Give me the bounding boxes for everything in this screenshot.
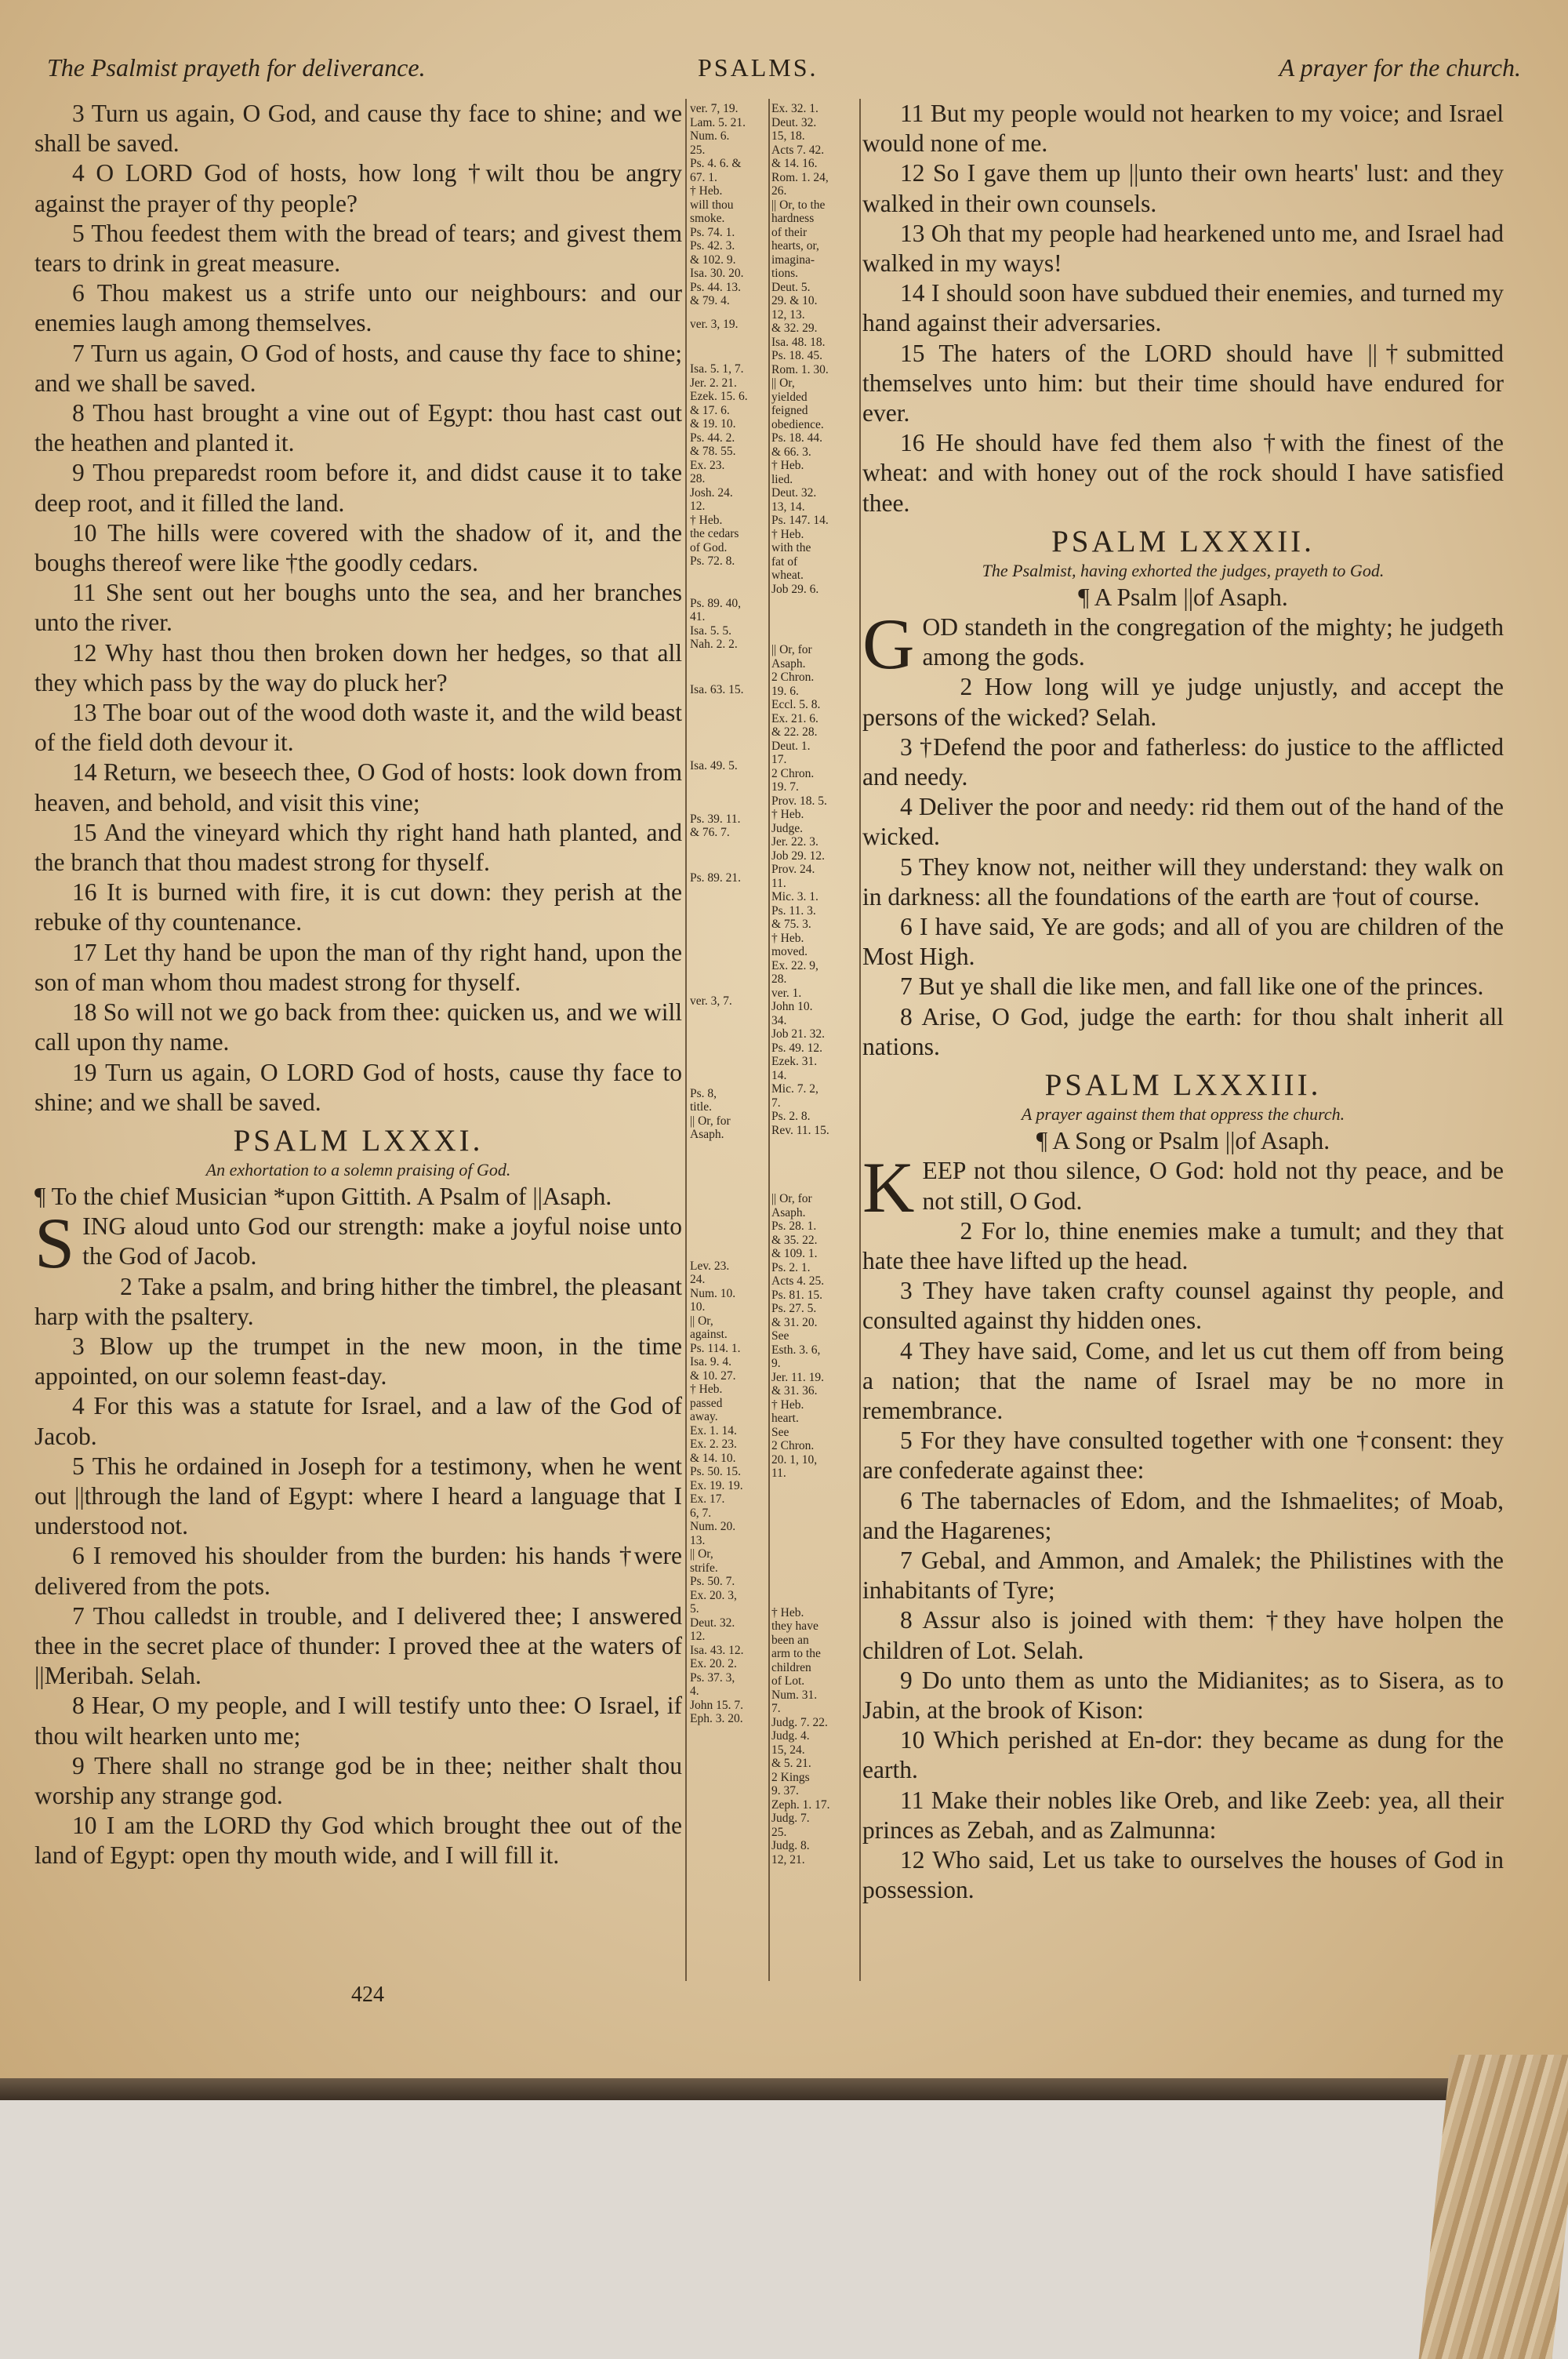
marginal-note: Ex. 23. 28. Josh. 24. 12. bbox=[690, 458, 733, 513]
psalm-82-superscription: ¶ A Psalm ||of Asaph. bbox=[1078, 583, 1288, 611]
marginal-note: Ps. 8, title. || Or, for Asaph. bbox=[690, 1086, 731, 1141]
verse: 3 Blow up the trumpet in the new moon, in the time appointed, on our solemn feast-day. bbox=[34, 1332, 682, 1390]
verse: 2 How long will ye judge unjustly, and accept the persons of the wicked? Selah. bbox=[862, 673, 1504, 731]
verse: 4 Deliver the poor and needy: rid them out of the hand of the wicked. bbox=[862, 793, 1504, 851]
verse: 17 Let thy hand be upon the man of thy right hand, upon the son of man whom thou madest strong for thyself. bbox=[34, 938, 682, 996]
verse: 2 For lo, thine enemies make a tumult; and they that hate thee have lifted up the head. bbox=[862, 1216, 1504, 1274]
marginal-note: Ps. 39. 11. & 76. 7. bbox=[690, 812, 741, 839]
marginal-note: || Or, for Asaph. Ps. 28. 1. & 35. 22. & 109. 1. Ps. 2. 1. Acts 4. 25. Ps. 81. 15. Ps. 27. 5. & 31. 20. See Esth. 3. 6, 9. Jer. 11. 19. & 31. 36. † Heb. heart. See 2 Chron. 20. 1, 10, 11. bbox=[771, 1192, 825, 1480]
marginal-note: Ps. 18. 45. Rom. 1. 30. bbox=[771, 349, 829, 376]
psalm-83-title: PSALM LXXXIII. bbox=[1044, 1068, 1322, 1103]
psalm-81-superscription: ¶ To the chief Musician *upon Gittith. A Psalm of ||Asaph. bbox=[34, 1182, 612, 1210]
marginal-note: || Or, against. bbox=[690, 1314, 728, 1341]
marginal-note: † Heb. they have been an arm to the children of Lot. Num. 31. 7. Judg. 7. 22. Judg. 4. 15, 24. & 5. 21. 2 Kings 9. 37. Zeph. 1. 17. Judg. 7. 25. Judg. 8. 12, 21. bbox=[771, 1605, 830, 1866]
verse: 4 They have said, Come, and let us cut them off from being a nation; that the name of Israel may be no more in remembrance. bbox=[862, 1336, 1504, 1424]
marginal-note: ver. 3, 19. bbox=[690, 317, 739, 331]
verse: 5 Thou feedest them with the bread of tears; and givest them tears to drink in great measure. bbox=[34, 219, 682, 278]
psalm-81-verse-1 bbox=[34, 1203, 682, 1284]
marginal-note: † Heb. will thou smoke. bbox=[690, 184, 734, 225]
verse-text: ING aloud unto God our strength: make a joyful noise unto the God of Jacob. bbox=[82, 1212, 682, 1270]
marginal-note: Ps. 74. 1. bbox=[690, 225, 735, 239]
marginal-note: † Heb. with the fat of wheat. bbox=[771, 527, 811, 582]
verse: 15 The haters of the LORD should have ||†submitted themselves unto him: but their time should have endured for ever. bbox=[862, 339, 1504, 427]
header-left-title: The Psalmist prayeth for deliverance. bbox=[47, 53, 426, 82]
drop-cap: K bbox=[862, 1147, 915, 1228]
verse: 7 Gebal, and Ammon, and Amalek; the Philistines with the inhabitants of Tyre; bbox=[862, 1546, 1504, 1605]
marginal-note: ver. 3, 7. bbox=[690, 994, 732, 1008]
verse: 13 Oh that my people had hearkened unto me, and Israel had walked in my ways! bbox=[862, 219, 1504, 278]
verse: 6 I removed his shoulder from the burden: his hands †were delivered from the pots. bbox=[34, 1542, 682, 1600]
verse: 8 Thou hast brought a vine out of Egypt: thou hast cast out the heathen and planted it. bbox=[34, 399, 682, 457]
column-rule-left bbox=[685, 99, 687, 1981]
left-text-column bbox=[34, 99, 682, 1871]
verse: 11 But my people would not hearken to my voice; and Israel would none of me. bbox=[862, 100, 1504, 158]
page-number: 424 bbox=[351, 1983, 384, 2007]
verse: 16 He should have fed them also †with the finest of the wheat: and with honey out of the rock should I have satisfied thee. bbox=[862, 429, 1504, 517]
marginal-note: † Heb. passed away. Ex. 1. 14. Ex. 2. 23. & 14. 10. Ps. 50. 15. Ex. 19. 19. Ex. 17. 6, 7. Num. 20. 13. || Or, strife. Ps. 50. 7. Ex. 20. 3, 5. Deut. 32. 12. Isa. 43. 12. Ex. 20. 2. Ps. 37. 3, 4. John 15. 7. Eph. 3. 20. bbox=[690, 1383, 744, 1725]
marginal-note: † Heb. the cedars of God. bbox=[690, 513, 739, 554]
verse: 8 Arise, O God, judge the earth: for thou shalt inherit all nations. bbox=[862, 1002, 1504, 1060]
verse: 18 So will not we go back from thee: quicken us, and we will call upon thy name. bbox=[34, 998, 682, 1056]
verse-text: OD standeth in the congregation of the mighty; he judgeth among the gods. bbox=[922, 613, 1504, 671]
marginal-note: || Or, for Asaph. 2 Chron. 19. 6. Eccl. 5. 8. Ex. 21. 6. & 22. 28. Deut. 1. 17. 2 Chron. 19. 7. Prov. 18. 5. bbox=[771, 643, 827, 808]
marginal-note: Job 29. 6. bbox=[771, 582, 819, 596]
verse: 7 But ye shall die like men, and fall like one of the princes. bbox=[900, 972, 1484, 1001]
marginal-note: † Heb. lied. bbox=[771, 459, 804, 486]
marginal-note: Ps. 72. 8. bbox=[690, 554, 735, 568]
marginal-note: Isa. 30. 20. bbox=[690, 267, 744, 280]
marginal-references-right bbox=[771, 102, 858, 1866]
marginal-note: Ps. 44. 2. & 78. 55. bbox=[690, 431, 736, 458]
header-book-name: PSALMS. bbox=[698, 53, 818, 82]
marginal-note: Ex. 32. 1. Deut. 32. 15, 18. Acts 7. 42. & 14. 16. Rom. 1. 24, 26. bbox=[771, 102, 829, 198]
marginal-note: Ps. 114. 1. Isa. 9. 4. & 10. 27. bbox=[690, 1341, 741, 1383]
psalm-82-title: PSALM LXXXII. bbox=[1051, 524, 1315, 558]
psalm-82-argument: The Psalmist, having exhorted the judges, prayeth to God. bbox=[982, 560, 1385, 580]
verse: 11 Make their nobles like Oreb, and like Zeeb: yea, all their princes as Zebah, and as Zalmunna: bbox=[862, 1786, 1504, 1844]
psalm-82-verse-1 bbox=[862, 604, 1504, 685]
verse: 3 Turn us again, O God, and cause thy face to shine; and we shall be saved. bbox=[34, 100, 682, 158]
header-right-title: A prayer for the church. bbox=[1279, 53, 1521, 82]
verse: 10 Which perished at En-dor: they became as dung for the earth. bbox=[862, 1726, 1504, 1784]
drop-cap: G bbox=[862, 604, 915, 685]
marginal-note: Ps. 18. 44. & 66. 3. bbox=[771, 431, 823, 459]
verse: 8 Assur also is joined with them: †they have holpen the children of Lot. Selah. bbox=[862, 1606, 1504, 1664]
marginal-note: Deut. 32. 13, 14. Ps. 147. 14. bbox=[771, 486, 829, 527]
marginal-note: Deut. 5. 29. & 10. 12, 13. & 32. 29. Isa. 48. 18. bbox=[771, 280, 826, 349]
verse: 5 This he ordained in Joseph for a testimony, when he went out ||through the land of Egypt: where I heard a language that I understood not. bbox=[34, 1452, 682, 1540]
marginal-note: || Or, to the hardness of their hearts, or, imagina- tions. bbox=[771, 198, 826, 280]
verse: 11 She sent out her boughs unto the sea, and her branches unto the river. bbox=[34, 579, 682, 637]
verse: 6 The tabernacles of Edom, and the Ishmaelites; of Moab, and the Hagarenes; bbox=[862, 1486, 1504, 1544]
verse: 6 I have said, Ye are gods; and all of you are children of the Most High. bbox=[862, 913, 1504, 971]
column-rule-right bbox=[859, 99, 861, 1981]
verse: 13 The boar out of the wood doth waste it, and the wild beast of the field doth devour it. bbox=[34, 699, 682, 757]
verse: 4 O LORD God of hosts, how long †wilt thou be angry against the prayer of thy people? bbox=[34, 159, 682, 217]
marginal-note: Isa. 49. 5. bbox=[690, 759, 738, 772]
verse: 8 Hear, O my people, and I will testify unto thee: O Israel, if thou wilt hearken unto me; bbox=[34, 1692, 682, 1750]
verse: 9 There shall no strange god be in thee; neither shalt thou worship any strange god. bbox=[34, 1751, 682, 1809]
marginal-note: || Or, yielded feigned obedience. bbox=[771, 376, 824, 431]
psalm-81-title: PSALM LXXXI. bbox=[233, 1123, 484, 1158]
verse: 3 †Defend the poor and fatherless: do justice to the afflicted and needy. bbox=[862, 732, 1504, 791]
marginal-note: Ps. 89. 40, 41. Isa. 5. 5. Nah. 2. 2. bbox=[690, 596, 742, 651]
verse: 12 Who said, Let us take to ourselves the houses of God in possession. bbox=[862, 1845, 1504, 1904]
marginal-note: Num. 6. 25. Ps. 4. 6. & 67. 1. bbox=[690, 129, 742, 184]
verse: 5 For they have consulted together with one †consent: they are confederate against thee: bbox=[862, 1427, 1504, 1485]
psalm-83-superscription: ¶ A Song or Psalm ||of Asaph. bbox=[1036, 1127, 1330, 1155]
verse: 15 And the vineyard which thy right hand hath planted, and the branch that thou madest strong for thyself. bbox=[34, 818, 682, 877]
psalm-83-verse-1 bbox=[862, 1147, 1504, 1228]
verse: 9 Do unto them as unto the Midianites; as to Sisera, as to Jabin, at the brook of Kison: bbox=[862, 1666, 1504, 1724]
marginal-note: ver. 7, 19. Lam. 5. 21. bbox=[690, 102, 746, 129]
marginal-note: Ps. 44. 13. & 79. 4. bbox=[690, 280, 742, 307]
verse: 19 Turn us again, O LORD God of hosts, cause thy face to shine; and we shall be saved. bbox=[34, 1058, 682, 1116]
verse: 12 So I gave them up ||unto their own hearts' lust: and they walked in their own counsels. bbox=[862, 159, 1504, 217]
verse: 14 I should soon have subdued their enemies, and turned my hand against their adversaries. bbox=[862, 279, 1504, 337]
marginal-note: Isa. 5. 1, 7. Jer. 2. 21. Ezek. 15. 6. & 17. 6. & 19. 10. bbox=[690, 362, 748, 431]
verse: 7 Turn us again, O God of hosts, and cause thy face to shine; and we shall be saved. bbox=[34, 339, 682, 397]
verse-text: EEP not thou silence, O God: hold not thy peace, and be not still, O God. bbox=[922, 1157, 1504, 1215]
verse: 2 Take a psalm, and bring hither the timbrel, the pleasant harp with the psaltery. bbox=[34, 1272, 682, 1330]
psalm-81-argument: An exhortation to a solemn praising of God. bbox=[205, 1159, 511, 1180]
drop-cap: S bbox=[34, 1203, 75, 1284]
right-text-column bbox=[862, 99, 1504, 1905]
verse: 7 Thou calledst in trouble, and I delivered thee; I answered thee in the secret place of thunder: I proved thee at the waters of ||Meribah. Selah. bbox=[34, 1601, 682, 1690]
marginal-note: Isa. 63. 15. bbox=[690, 682, 744, 696]
background-surface bbox=[0, 2100, 1568, 2359]
marginal-note: Lev. 23. 24. Num. 10. 10. bbox=[690, 1259, 736, 1314]
marginal-note: Ps. 42. 3. & 102. 9. bbox=[690, 239, 736, 267]
verse: 16 It is burned with fire, it is cut down: they perish at the rebuke of thy countenance. bbox=[34, 878, 682, 936]
verse: 10 I am the LORD thy God which brought thee out of the land of Egypt: open thy mouth wide, and I will fill it. bbox=[34, 1812, 682, 1870]
marginal-note: Ps. 89. 21. bbox=[690, 871, 742, 885]
verse: 9 Thou preparedst room before it, and didst cause it to take deep root, and it filled the land. bbox=[34, 459, 682, 517]
verse: 3 They have taken crafty counsel against thy people, and consulted against thy hidden ones. bbox=[862, 1277, 1504, 1335]
verse: 12 Why hast thou then broken down her hedges, so that all they which pass by the way do pluck her? bbox=[34, 638, 682, 696]
marginal-note: † Heb. Judge. Jer. 22. 3. Job 29. 12. Prov. 24. 11. Mic. 3. 1. Ps. 11. 3. & 75. 3. † Heb. moved. Ex. 22. 9, 28. ver. 1. John 10. 34. Job 21. 32. Ps. 49. 12. Ezek. 31. 14. Mic. 7. 2, 7. Ps. 2. 8. Rev. 11. 15. bbox=[771, 808, 829, 1137]
verse: 14 Return, we beseech thee, O God of hosts: look down from heaven, and behold, and visit this vine; bbox=[34, 758, 682, 816]
verse: 6 Thou makest us a strife unto our neighbours: and our enemies laugh among themselves. bbox=[34, 279, 682, 337]
page-bottom-edge bbox=[0, 2078, 1568, 2100]
psalm-83-argument: A prayer against them that oppress the church. bbox=[1021, 1104, 1345, 1125]
verse: 4 For this was a statute for Israel, and a law of the God of Jacob. bbox=[34, 1392, 682, 1450]
column-rule-middle bbox=[768, 99, 770, 1981]
running-header bbox=[47, 53, 1521, 85]
verse: 5 They know not, neither will they understand: they walk on in darkness: all the foundations of the earth are †out of course. bbox=[862, 852, 1504, 911]
verse: 10 The hills were covered with the shadow of it, and the boughs thereof were like †the goodly cedars. bbox=[34, 518, 682, 577]
marginal-references-left bbox=[690, 102, 765, 1726]
